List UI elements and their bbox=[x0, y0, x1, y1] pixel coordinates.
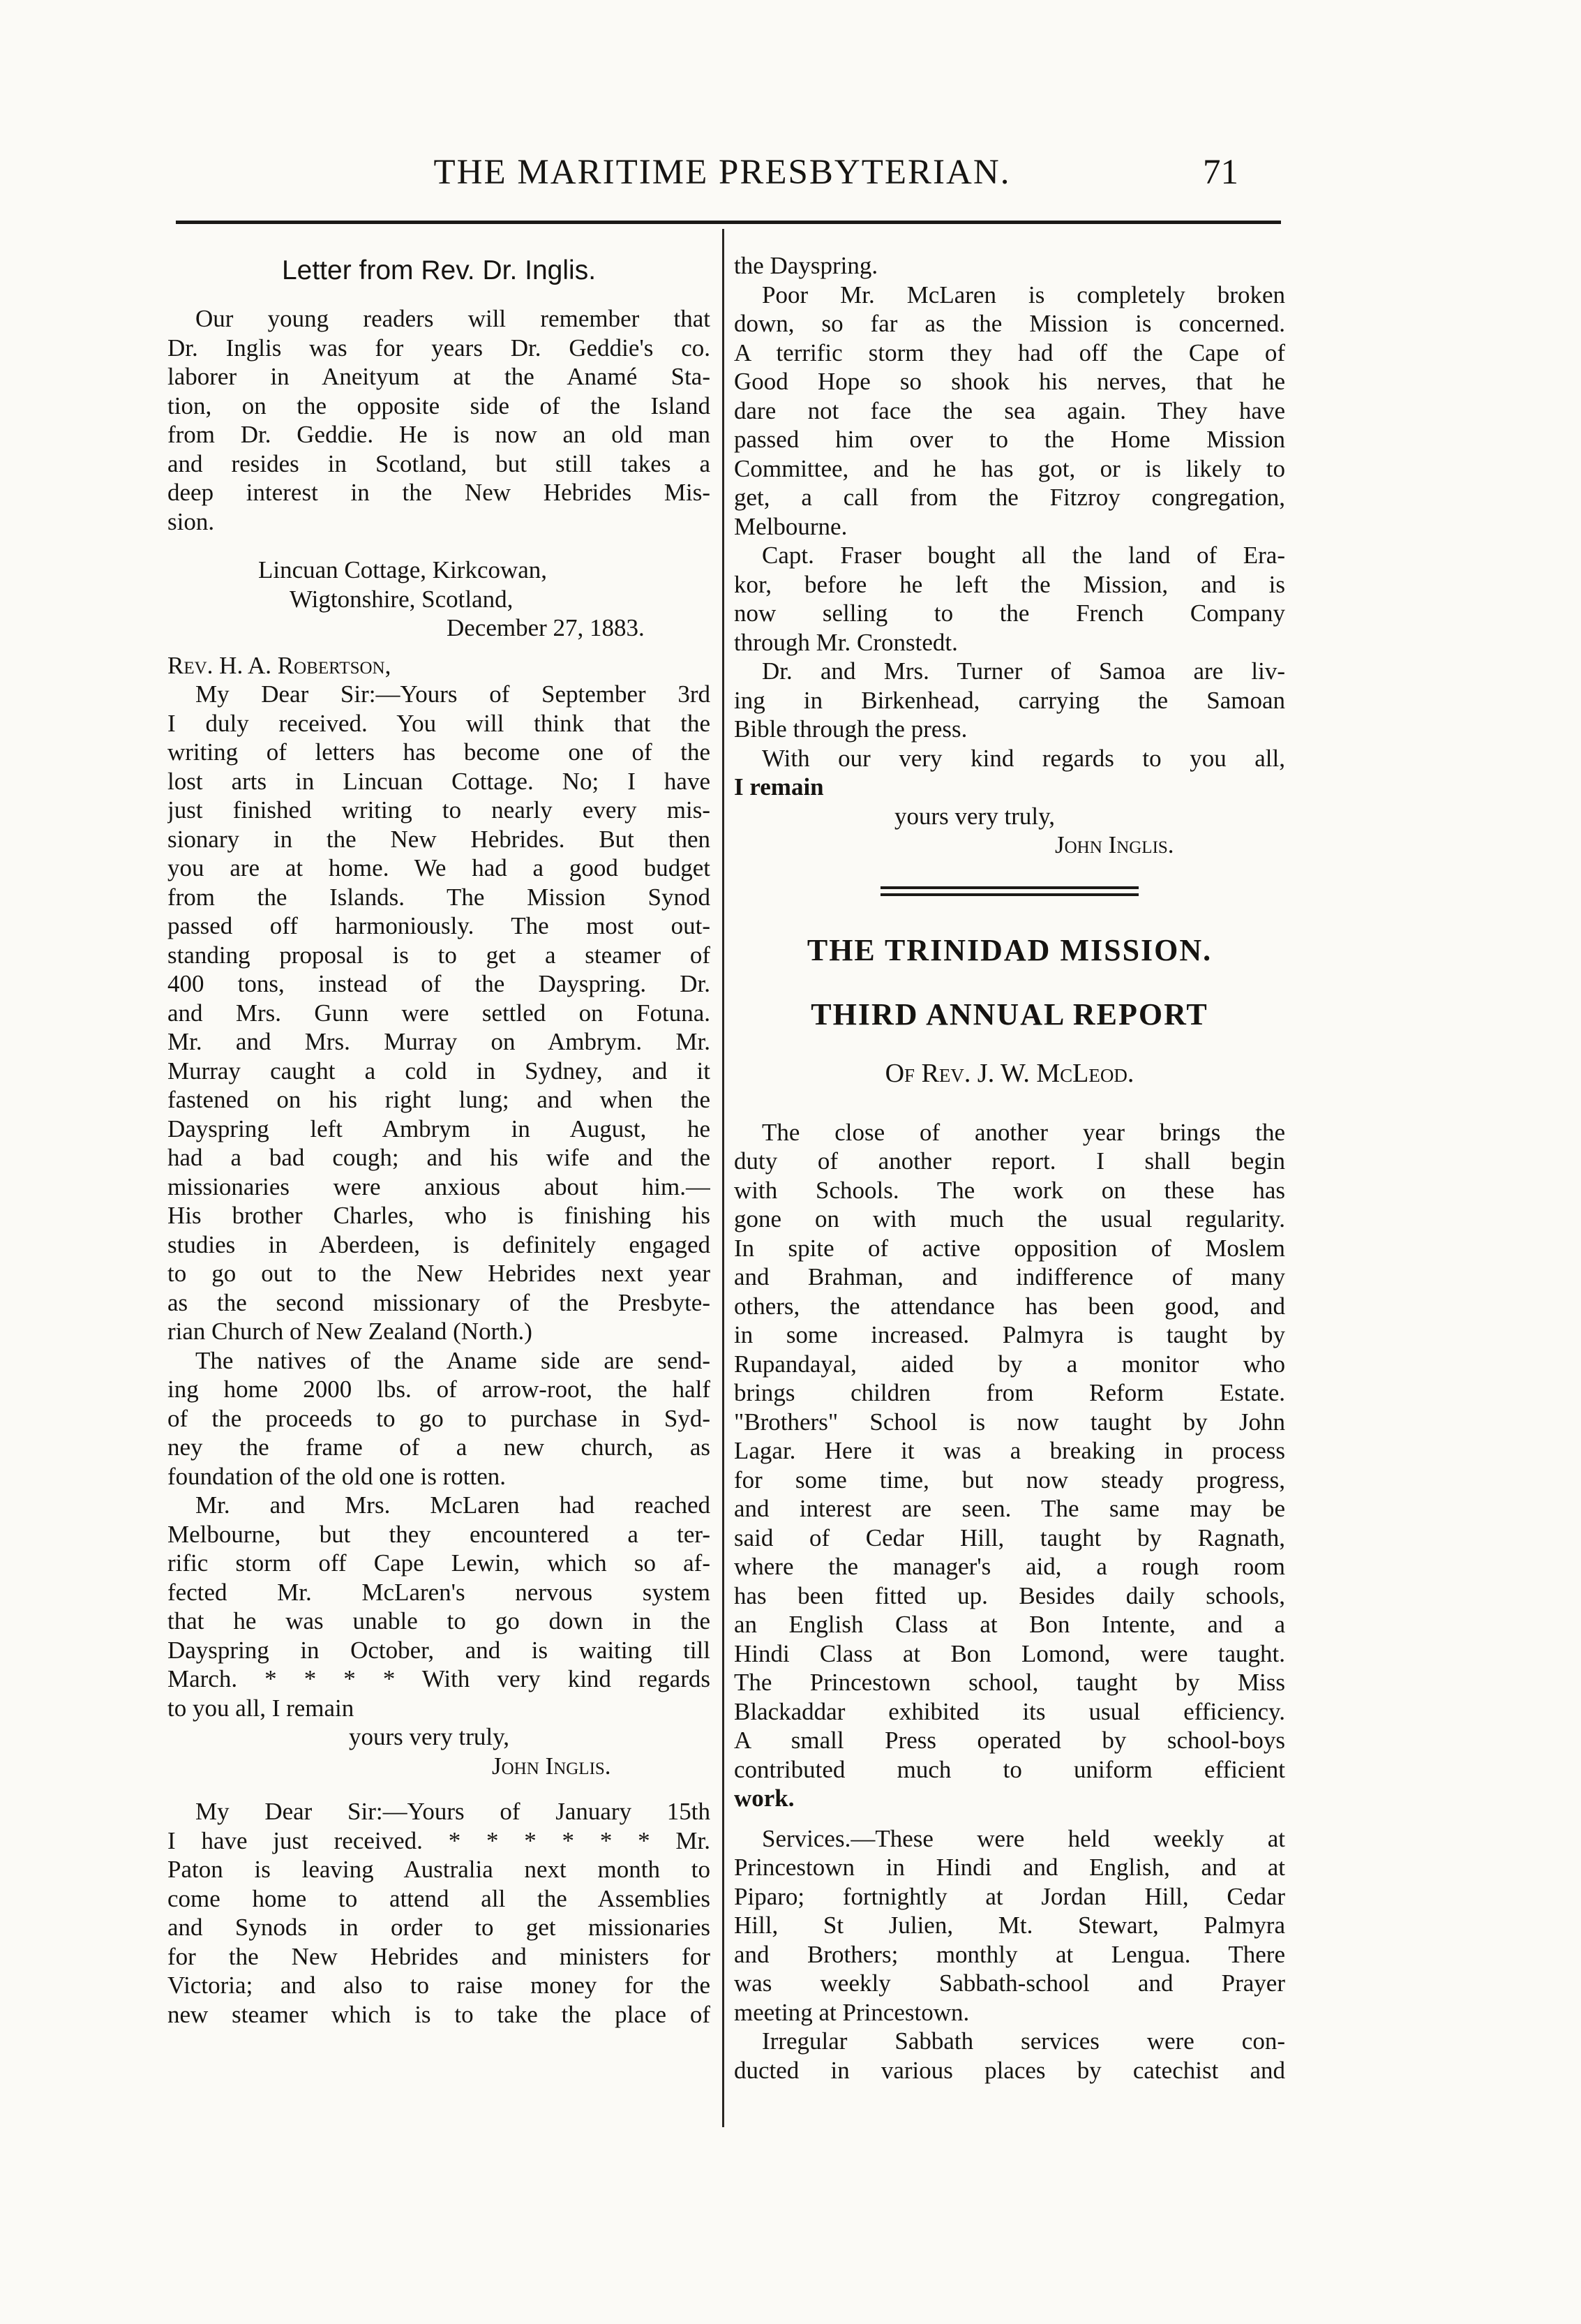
address-line: December 27, 1883. bbox=[447, 614, 645, 641]
text-line: through Mr. Cronstedt. bbox=[734, 628, 958, 656]
text-line: tion, on the opposite side of the Island bbox=[167, 392, 710, 419]
letter-title: Letter from Rev. Dr. Inglis. bbox=[281, 255, 597, 285]
text-line: With our very kind regards to you all, bbox=[762, 744, 1285, 772]
text-line: Capt. Fraser bought all the land of Era- bbox=[762, 542, 1285, 569]
text-line: and Mrs. Gunn were settled on Fotuna. bbox=[167, 999, 710, 1027]
text-line: I remain bbox=[734, 773, 824, 800]
text-line: "Brothers" School is now taught by John bbox=[734, 1408, 1285, 1436]
letter-body-8 bbox=[734, 744, 1285, 802]
text-line: A terrific storm they had off the Cape of bbox=[734, 338, 1285, 366]
text-line: My Dear Sir:—Yours of September 3rd bbox=[195, 680, 710, 708]
text-line: Committee, and he has got, or is likely to bbox=[734, 454, 1285, 482]
text-line: contributed much to uniform efficient bbox=[734, 1755, 1285, 1783]
text-line: as the second missionary of the Presbyte- bbox=[167, 1288, 710, 1316]
header-rule bbox=[176, 221, 1281, 224]
text-line: has been fitted up. Besides daily schools, bbox=[734, 1581, 1285, 1609]
page-number: 71 bbox=[1203, 153, 1238, 192]
signature: John Inglis. bbox=[492, 1752, 611, 1780]
text-line: Our young readers will remember that bbox=[195, 305, 710, 332]
letter-body-2 bbox=[167, 1346, 710, 1491]
letter-intro bbox=[167, 304, 710, 536]
text-line: fastened on his right lung; and when the bbox=[167, 1086, 710, 1113]
text-line: March. * * * * With very kind regards bbox=[167, 1665, 710, 1692]
text-line: The natives of the Aname side are send- bbox=[195, 1346, 710, 1374]
text-line: to go out to the New Hebrides next year bbox=[167, 1260, 710, 1287]
text-line: Irregular Sabbath services were con- bbox=[762, 2027, 1285, 2055]
text-line: down, so far as the Mission is concerned. bbox=[734, 310, 1285, 337]
text-line: and resides in Scotland, but still takes a bbox=[167, 449, 710, 477]
text-line: sion. bbox=[167, 507, 215, 535]
text-line: Dr. and Mrs. Turner of Samoa are liv- bbox=[762, 657, 1285, 685]
text-line: Lagar. Here it was a breaking in process bbox=[734, 1437, 1285, 1464]
address-line: Wigtonshire, Scotland, bbox=[290, 585, 514, 613]
text-line: now selling to the French Company bbox=[734, 599, 1285, 627]
text-line: said of Cedar Hill, taught by Ragnath, bbox=[734, 1524, 1285, 1551]
text-line: foundation of the old one is rotten. bbox=[167, 1462, 507, 1490]
text-line: where the manager's aid, a rough room bbox=[734, 1553, 1285, 1580]
text-line: A small Press operated by school-boys bbox=[734, 1727, 1285, 1754]
right-column bbox=[734, 251, 1285, 2085]
text-line: to you all, I remain bbox=[167, 1694, 354, 1722]
closing-line: yours very truly, bbox=[349, 1723, 510, 1750]
column-rule bbox=[722, 229, 724, 2127]
text-line: Mr. and Mrs. McLaren had reached bbox=[195, 1491, 710, 1519]
report-byline: Of Rev. J. W. McLeod. bbox=[885, 1058, 1134, 1088]
text-line: Victoria; and also to raise money for the bbox=[167, 1972, 710, 1999]
letter-body-1 bbox=[167, 680, 710, 1346]
text-line: Murray caught a cold in Sydney, and it bbox=[167, 1057, 710, 1085]
text-line: ing in Birkenhead, carrying the Samoan bbox=[734, 686, 1285, 714]
text-line: Melbourne, but they encountered a ter- bbox=[167, 1520, 710, 1548]
text-line: lost arts in Lincuan Cottage. No; I have bbox=[167, 767, 710, 795]
address-line: Lincuan Cottage, Kirkcowan, bbox=[258, 556, 548, 583]
text-line: from Dr. Geddie. He is now an old man bbox=[167, 421, 710, 448]
text-line: others, the attendance has been good, and bbox=[734, 1292, 1285, 1320]
text-line: ing home 2000 lbs. of arrow-root, the half bbox=[167, 1376, 710, 1403]
text-line: The Princestown school, taught by Miss bbox=[734, 1669, 1285, 1696]
section-divider bbox=[881, 886, 1139, 896]
text-line: meeting at Princestown. bbox=[734, 1998, 970, 2026]
text-line: was weekly Sabbath-school and Prayer bbox=[734, 1969, 1285, 1997]
text-line: from the Islands. The Mission Synod bbox=[167, 883, 710, 911]
text-line: with Schools. The work on these has bbox=[734, 1176, 1285, 1204]
text-line: and Synods in order to get missionaries bbox=[167, 1914, 710, 1941]
left-column bbox=[167, 251, 710, 2029]
text-line: gone on with much the usual regularity. bbox=[734, 1205, 1285, 1232]
text-line: of the proceeds to go to purchase in Syd- bbox=[167, 1404, 710, 1432]
report-paragraph-3 bbox=[734, 2027, 1285, 2085]
text-line: Melbourne. bbox=[734, 512, 848, 540]
text-line: dare not face the sea again. They have bbox=[734, 396, 1285, 424]
text-line: studies in Aberdeen, is definitely engaged bbox=[167, 1230, 710, 1258]
text-line: ney the frame of a new church, as bbox=[167, 1433, 710, 1461]
letter-address bbox=[167, 556, 710, 643]
text-line: duty of another report. I shall begin bbox=[734, 1147, 1285, 1175]
text-line: new steamer which is to take the place of bbox=[167, 2000, 710, 2028]
text-line: ducted in various places by catechist and bbox=[734, 2056, 1285, 2084]
text-line: In spite of active opposition of Moslem bbox=[734, 1234, 1285, 1262]
text-line: Rupandayal, aided by a monitor who bbox=[734, 1350, 1285, 1378]
text-line: had a bad cough; and his wife and the bbox=[167, 1144, 710, 1171]
text-line: and Brothers; monthly at Lengua. There bbox=[734, 1940, 1285, 1968]
report-paragraph-1 bbox=[734, 1118, 1285, 1813]
text-line: passed off harmoniously. The most out- bbox=[167, 912, 710, 939]
text-line: and Brahman, and indifference of many bbox=[734, 1263, 1285, 1290]
text-line: that he was unable to go down in the bbox=[167, 1607, 710, 1634]
text-line: The close of another year brings the bbox=[762, 1118, 1285, 1146]
letter-body-6 bbox=[734, 541, 1285, 657]
text-line: sionary in the New Hebrides. But then bbox=[167, 825, 710, 853]
text-line: Mr. and Mrs. Murray on Ambrym. Mr. bbox=[167, 1028, 710, 1055]
text-line: His brother Charles, who is finishing his bbox=[167, 1202, 710, 1229]
text-line: Services.—These were held weekly at bbox=[762, 1824, 1285, 1852]
report-subtitle: THIRD ANNUAL REPORT bbox=[811, 997, 1208, 1031]
text-line: Hindi Class at Bon Lomond, were taught. bbox=[734, 1639, 1285, 1667]
text-line: Princestown in Hindi and English, and at bbox=[734, 1854, 1285, 1881]
text-line: brings children from Reform Estate. bbox=[734, 1379, 1285, 1406]
running-title: THE MARITIME PRESBYTERIAN. bbox=[433, 153, 1011, 192]
report-title: THE TRINIDAD MISSION. bbox=[807, 932, 1213, 967]
text-line: Blackaddar exhibited its usual efficiency. bbox=[734, 1697, 1285, 1725]
text-line: Paton is leaving Australia next month to bbox=[167, 1856, 710, 1883]
text-line: 400 tons, instead of the Dayspring. Dr. bbox=[167, 970, 710, 997]
text-line: Hill, St Julien, Mt. Stewart, Palmyra bbox=[734, 1912, 1285, 1939]
text-line: Poor Mr. McLaren is completely broken bbox=[762, 281, 1285, 308]
text-line: get, a call from the Fitzroy congregation, bbox=[734, 484, 1285, 511]
text-line: I have just received. * * * * * * Mr. bbox=[167, 1826, 710, 1854]
text-line: rific storm off Cape Lewin, which so af- bbox=[167, 1549, 710, 1577]
text-line: missionaries were anxious about him.— bbox=[167, 1172, 710, 1200]
text-line: I duly received. You will think that the bbox=[167, 709, 710, 737]
text-line: you are at home. We had a good budget bbox=[167, 854, 710, 881]
text-line: Dr. Inglis was for years Dr. Geddie's co. bbox=[167, 334, 710, 362]
text-line: for some time, but now steady progress, bbox=[734, 1466, 1285, 1494]
text-line: just finished writing to nearly every mis- bbox=[167, 796, 710, 824]
text-line: work. bbox=[734, 1785, 795, 1812]
text-line: writing of letters has become one of the bbox=[167, 738, 710, 766]
closing-line: yours very truly, bbox=[894, 802, 1056, 830]
letter-body-4 bbox=[167, 1797, 710, 2029]
text-line: rian Church of New Zealand (North.) bbox=[167, 1318, 532, 1345]
letter-body-3 bbox=[167, 1491, 710, 1722]
text-line: for the New Hebrides and ministers for bbox=[167, 1942, 710, 1970]
text-line: standing proposal is to get a steamer of bbox=[167, 941, 710, 969]
text-line: an English Class at Bon Intente, and a bbox=[734, 1611, 1285, 1638]
text-line: fected Mr. McLaren's nervous system bbox=[167, 1578, 710, 1606]
report-paragraph-2 bbox=[734, 1824, 1285, 2027]
text-line: passed him over to the Home Mission bbox=[734, 426, 1285, 453]
text-line: in some increased. Palmyra is taught by bbox=[734, 1321, 1285, 1348]
letter-body-5 bbox=[734, 281, 1285, 542]
text-line: and interest are seen. The same may be bbox=[734, 1495, 1285, 1522]
text-line: Good Hope so shook his nerves, that he bbox=[734, 368, 1285, 395]
text-line: Piparo; fortnightly at Jordan Hill, Cedar bbox=[734, 1882, 1285, 1910]
text-line: Bible through the press. bbox=[734, 715, 968, 743]
text-line: Dayspring left Ambrym in August, he bbox=[167, 1115, 710, 1142]
text-line: laborer in Aneityum at the Anamé Sta- bbox=[167, 363, 710, 390]
text-line: deep interest in the New Hebrides Mis- bbox=[167, 479, 710, 506]
text-line: come home to attend all the Assemblies bbox=[167, 1884, 710, 1912]
signature: John Inglis. bbox=[1055, 831, 1174, 858]
letter-body-7 bbox=[734, 657, 1285, 744]
text-line: kor, before he left the Mission, and is bbox=[734, 570, 1285, 598]
text-line: Dayspring in October, and is waiting till bbox=[167, 1636, 710, 1664]
letter-recipient: Rev. H. A. Robertson, bbox=[167, 651, 391, 679]
text-line: the Dayspring. bbox=[734, 252, 878, 279]
text-line: My Dear Sir:—Yours of January 15th bbox=[195, 1798, 710, 1825]
